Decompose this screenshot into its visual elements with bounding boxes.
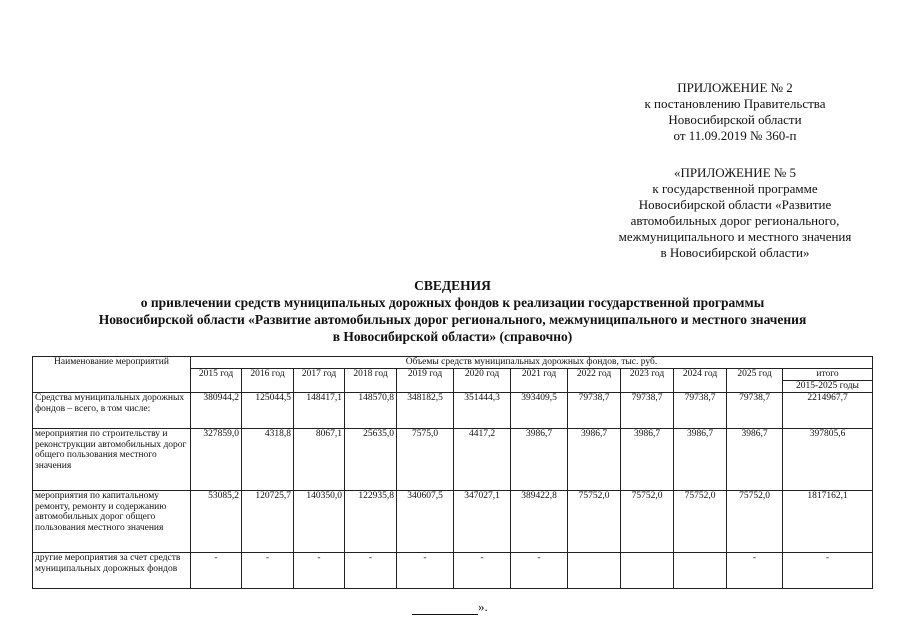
appendix-line: Новосибирской области «Развитие <box>638 197 832 212</box>
value-cell: 79738,7 <box>621 393 674 429</box>
appendix-line: от 11.09.2019 № 360-п <box>673 128 797 143</box>
appendix-line: в Новосибирской области» <box>660 245 810 260</box>
value-cell: - <box>191 553 242 589</box>
value-cell: 3986,7 <box>568 429 621 491</box>
value-cell: 75752,0 <box>674 491 727 553</box>
table-row <box>33 429 873 491</box>
value-cell: 75752,0 <box>568 491 621 553</box>
value-cell: 3986,7 <box>511 429 568 491</box>
name-column-header: Наименование мероприятий <box>33 357 191 393</box>
total-cell: 2214967,7 <box>783 393 873 429</box>
row-name: Средства муниципальных дорожных фондов – всего, в том числе: <box>33 393 191 429</box>
value-cell: 3986,7 <box>674 429 727 491</box>
appendix-line: ПРИЛОЖЕНИЕ № 2 <box>677 80 793 95</box>
value-cell: - <box>454 553 511 589</box>
heading-line: Новосибирской области «Развитие автомобильных дорог регионального, межмуниципального и местного значения <box>98 312 807 327</box>
value-cell: 148417,1 <box>294 393 345 429</box>
value-cell: 148570,8 <box>345 393 397 429</box>
value-cell: 4417,2 <box>454 429 511 491</box>
appendix-line: «ПРИЛОЖЕНИЕ № 5 <box>673 165 797 180</box>
year-header: 2016 год <box>242 369 294 393</box>
value-cell: 351444,3 <box>454 393 511 429</box>
year-header: 2017 год <box>294 369 345 393</box>
row-name: другие мероприятия за счет средств муниципальных дорожных фондов <box>33 553 191 589</box>
table-row <box>33 393 873 429</box>
appendix-line: к постановлению Правительства <box>644 96 826 111</box>
value-cell: - <box>727 553 783 589</box>
value-cell: 393409,5 <box>511 393 568 429</box>
heading-line: в Новосибирской области» (справочно) <box>332 329 573 344</box>
document-heading <box>0 277 905 345</box>
value-cell: 380944,2 <box>191 393 242 429</box>
appendix-line: межмуниципального и местного значения <box>618 229 852 244</box>
value-cell: 75752,0 <box>727 491 783 553</box>
table-row <box>33 553 873 589</box>
year-header: 2021 год <box>511 369 568 393</box>
value-cell: - <box>511 553 568 589</box>
table-row <box>33 491 873 553</box>
year-header: 2019 год <box>397 369 454 393</box>
row-name: мероприятия по строительству и реконструкции автомобильных дорог общего пользования местного значения <box>33 429 191 491</box>
heading-title: СВЕДЕНИЯ <box>414 278 491 293</box>
value-cell: 7575,0 <box>397 429 454 491</box>
closing-quote: ». <box>478 599 488 614</box>
total-header: итого <box>783 369 873 381</box>
value-cell: 122935,8 <box>345 491 397 553</box>
year-header: 2024 год <box>674 369 727 393</box>
year-header: 2022 год <box>568 369 621 393</box>
signature-line <box>412 602 478 615</box>
value-cell: 140350,0 <box>294 491 345 553</box>
row-name: мероприятия по капитальному ремонту, ремонту и содержанию автомобильных дорог общего пользования местного значения <box>33 491 191 553</box>
heading-line: о привлечении средств муниципальных дорожных фондов к реализации государственной программы <box>140 295 765 310</box>
value-cell: 125044,5 <box>242 393 294 429</box>
value-cell: 340607,5 <box>397 491 454 553</box>
value-cell: 3986,7 <box>621 429 674 491</box>
value-cell: 348182,5 <box>397 393 454 429</box>
value-cell <box>674 553 727 589</box>
value-cell: 347027,1 <box>454 491 511 553</box>
year-header: 2020 год <box>454 369 511 393</box>
year-header: 2015 год <box>191 369 242 393</box>
total-cell: - <box>783 553 873 589</box>
appendix-line: Новосибирской области <box>668 112 802 127</box>
value-cell: - <box>242 553 294 589</box>
year-header: 2018 год <box>345 369 397 393</box>
value-cell: 53085,2 <box>191 491 242 553</box>
total-cell: 1817162,1 <box>783 491 873 553</box>
value-cell: 75752,0 <box>621 491 674 553</box>
value-cell <box>621 553 674 589</box>
value-cell: 8067,1 <box>294 429 345 491</box>
value-cell: 3986,7 <box>727 429 783 491</box>
appendix-line: к государственной программе <box>652 181 818 196</box>
road-funds-table <box>32 356 873 589</box>
total-cell: 397805,6 <box>783 429 873 491</box>
value-cell: - <box>397 553 454 589</box>
value-cell: 25635,0 <box>345 429 397 491</box>
year-header: 2025 год <box>727 369 783 393</box>
value-cell: 79738,7 <box>568 393 621 429</box>
appendix-program-header <box>590 165 880 261</box>
value-cell: 327859,0 <box>191 429 242 491</box>
year-header: 2023 год <box>621 369 674 393</box>
value-cell: 4318,8 <box>242 429 294 491</box>
value-cell: - <box>345 553 397 589</box>
volume-column-header: Объемы средств муниципальных дорожных фондов, тыс. руб. <box>191 357 873 369</box>
appendix-resolution-header <box>590 80 880 144</box>
total-period-header: 2015-2025 годы <box>783 381 873 393</box>
value-cell: 79738,7 <box>674 393 727 429</box>
value-cell <box>568 553 621 589</box>
value-cell: 120725,7 <box>242 491 294 553</box>
value-cell: 79738,7 <box>727 393 783 429</box>
value-cell: - <box>294 553 345 589</box>
closing-mark <box>412 599 488 615</box>
appendix-line: автомобильных дорог регионального, <box>630 213 840 228</box>
value-cell: 389422,8 <box>511 491 568 553</box>
